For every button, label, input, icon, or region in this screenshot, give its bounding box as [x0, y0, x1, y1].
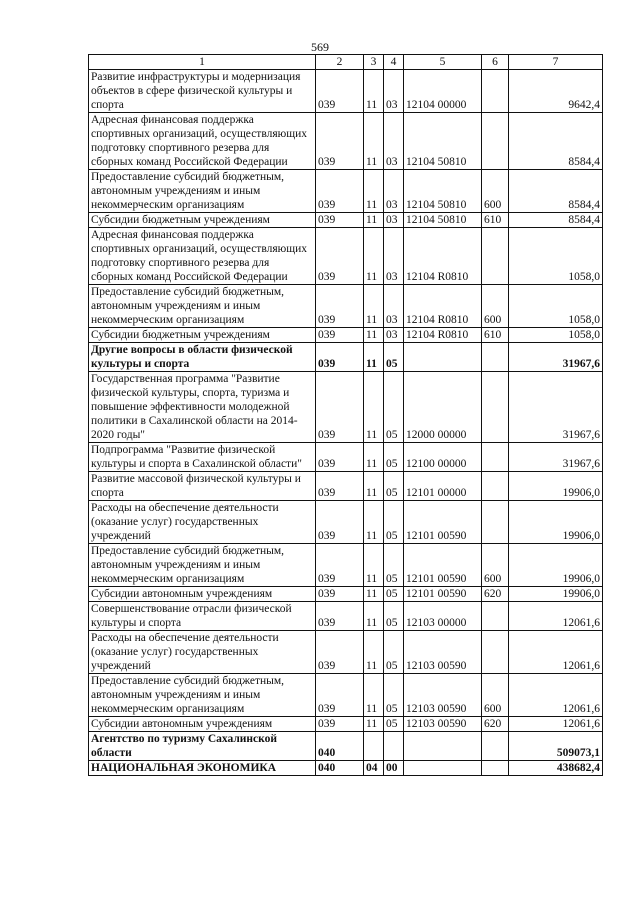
- row-rz-code: 11: [364, 285, 384, 328]
- row-pr-code: 05: [384, 544, 404, 587]
- row-csr-code: 12104 R0810: [404, 228, 482, 285]
- row-vr-code: 620: [482, 717, 509, 732]
- header-cell: 2: [316, 55, 364, 70]
- row-vr-code: [482, 631, 509, 674]
- row-rz-code: 11: [364, 544, 384, 587]
- row-pr-code: 03: [384, 285, 404, 328]
- row-vr-code: [482, 501, 509, 544]
- row-pr-code: 03: [384, 170, 404, 213]
- row-amount: 509073,1: [509, 732, 603, 761]
- row-vr-code: [482, 113, 509, 170]
- header-cell: 5: [404, 55, 482, 70]
- row-vr-code: 610: [482, 213, 509, 228]
- row-gr-code: 040: [316, 732, 364, 761]
- row-name: Расходы на обеспечение деятельности (оказание услуг) государственных учреждений: [89, 631, 316, 674]
- budget-table: [88, 54, 603, 776]
- row-pr-code: 05: [384, 602, 404, 631]
- row-rz-code: 11: [364, 501, 384, 544]
- row-gr-code: 039: [316, 631, 364, 674]
- row-pr-code: 03: [384, 213, 404, 228]
- header-cell: 4: [384, 55, 404, 70]
- row-amount: 31967,6: [509, 343, 603, 372]
- table-row: [89, 602, 603, 631]
- row-name: Адресная финансовая поддержка спортивных организаций, осуществляющих подготовку спортивного резерва для сборных команд Российской Федерации: [89, 228, 316, 285]
- header-cell: 3: [364, 55, 384, 70]
- row-csr-code: [404, 732, 482, 761]
- row-csr-code: 12103 00590: [404, 631, 482, 674]
- row-csr-code: 12103 00590: [404, 717, 482, 732]
- row-rz-code: 11: [364, 228, 384, 285]
- header-cell: 7: [509, 55, 603, 70]
- row-amount: 31967,6: [509, 443, 603, 472]
- table-row: [89, 674, 603, 717]
- row-rz-code: 11: [364, 328, 384, 343]
- row-pr-code: 05: [384, 717, 404, 732]
- table-row: [89, 631, 603, 674]
- row-pr-code: 03: [384, 113, 404, 170]
- row-vr-code: 600: [482, 674, 509, 717]
- row-name: Развитие массовой физической культуры и спорта: [89, 472, 316, 501]
- row-amount: 19906,0: [509, 501, 603, 544]
- row-gr-code: 039: [316, 228, 364, 285]
- row-pr-code: 00: [384, 761, 404, 776]
- row-vr-code: [482, 602, 509, 631]
- row-rz-code: 11: [364, 602, 384, 631]
- row-name: Субсидии автономным учреждениям: [89, 717, 316, 732]
- row-pr-code: 03: [384, 328, 404, 343]
- row-name: Субсидии бюджетным учреждениям: [89, 328, 316, 343]
- table-row: [89, 285, 603, 328]
- row-amount: 19906,0: [509, 472, 603, 501]
- row-pr-code: 05: [384, 343, 404, 372]
- row-pr-code: 05: [384, 472, 404, 501]
- table-row: [89, 587, 603, 602]
- header-cell: 1: [89, 55, 316, 70]
- row-amount: 12061,6: [509, 717, 603, 732]
- row-gr-code: 039: [316, 602, 364, 631]
- row-name: Расходы на обеспечение деятельности (оказание услуг) государственных учреждений: [89, 501, 316, 544]
- row-csr-code: 12103 00000: [404, 602, 482, 631]
- row-pr-code: 05: [384, 443, 404, 472]
- table-row: [89, 328, 603, 343]
- row-csr-code: 12103 00590: [404, 674, 482, 717]
- row-vr-code: 600: [482, 170, 509, 213]
- row-gr-code: 039: [316, 328, 364, 343]
- row-rz-code: 11: [364, 113, 384, 170]
- row-csr-code: 12104 50810: [404, 213, 482, 228]
- table-row: [89, 70, 603, 113]
- row-name: Развитие инфраструктуры и модернизация объектов в сфере физической культуры и спорта: [89, 70, 316, 113]
- row-pr-code: 05: [384, 501, 404, 544]
- table-row: [89, 761, 603, 776]
- row-pr-code: [384, 732, 404, 761]
- row-rz-code: 04: [364, 761, 384, 776]
- row-rz-code: 11: [364, 213, 384, 228]
- row-pr-code: 05: [384, 587, 404, 602]
- row-csr-code: 12101 00590: [404, 501, 482, 544]
- header-row: [89, 55, 603, 70]
- row-pr-code: 03: [384, 70, 404, 113]
- row-pr-code: 05: [384, 631, 404, 674]
- row-gr-code: 039: [316, 587, 364, 602]
- row-csr-code: 12101 00590: [404, 544, 482, 587]
- row-pr-code: 05: [384, 674, 404, 717]
- row-pr-code: 03: [384, 228, 404, 285]
- row-gr-code: 039: [316, 544, 364, 587]
- row-csr-code: 12104 R0810: [404, 328, 482, 343]
- row-amount: 1058,0: [509, 228, 603, 285]
- table-row: [89, 343, 603, 372]
- row-vr-code: [482, 343, 509, 372]
- row-rz-code: 11: [364, 717, 384, 732]
- row-csr-code: 12104 50810: [404, 113, 482, 170]
- row-rz-code: 11: [364, 343, 384, 372]
- row-amount: 8584,4: [509, 213, 603, 228]
- row-vr-code: [482, 70, 509, 113]
- row-amount: 9642,4: [509, 70, 603, 113]
- row-vr-code: 600: [482, 285, 509, 328]
- row-amount: 12061,6: [509, 602, 603, 631]
- row-rz-code: [364, 732, 384, 761]
- page-number: 569: [311, 40, 329, 54]
- row-csr-code: [404, 761, 482, 776]
- table-row: [89, 472, 603, 501]
- table-row: [89, 717, 603, 732]
- row-gr-code: 039: [316, 472, 364, 501]
- row-gr-code: 039: [316, 674, 364, 717]
- row-name: Субсидии автономным учреждениям: [89, 587, 316, 602]
- row-vr-code: [482, 372, 509, 443]
- row-vr-code: [482, 443, 509, 472]
- row-gr-code: 039: [316, 372, 364, 443]
- row-rz-code: 11: [364, 587, 384, 602]
- row-amount: 1058,0: [509, 328, 603, 343]
- table-row: [89, 544, 603, 587]
- row-amount: 19906,0: [509, 587, 603, 602]
- row-csr-code: 12100 00000: [404, 443, 482, 472]
- table-row: [89, 732, 603, 761]
- row-amount: 438682,4: [509, 761, 603, 776]
- row-rz-code: 11: [364, 443, 384, 472]
- row-name: Предоставление субсидий бюджетным, автономным учреждениям и иным некоммерческим организациям: [89, 674, 316, 717]
- table-row: [89, 443, 603, 472]
- row-amount: 12061,6: [509, 674, 603, 717]
- table-row: [89, 213, 603, 228]
- row-name: Предоставление субсидий бюджетным, автономным учреждениям и иным некоммерческим организациям: [89, 544, 316, 587]
- row-name: Адресная финансовая поддержка спортивных организаций, осуществляющих подготовку спортивного резерва для сборных команд Российской Федерации: [89, 113, 316, 170]
- row-amount: 31967,6: [509, 372, 603, 443]
- row-gr-code: 040: [316, 761, 364, 776]
- row-gr-code: 039: [316, 343, 364, 372]
- row-name: Государственная программа "Развитие физической культуры, спорта, туризма и повышение эффективности молодежной политики в Сахалинской области на 2014-2020 годы": [89, 372, 316, 443]
- row-name: Совершенствование отрасли физической культуры и спорта: [89, 602, 316, 631]
- row-csr-code: 12104 00000: [404, 70, 482, 113]
- row-rz-code: 11: [364, 70, 384, 113]
- row-gr-code: 039: [316, 213, 364, 228]
- row-csr-code: 12101 00000: [404, 472, 482, 501]
- row-rz-code: 11: [364, 170, 384, 213]
- row-amount: 12061,6: [509, 631, 603, 674]
- row-amount: 8584,4: [509, 170, 603, 213]
- row-name: Предоставление субсидий бюджетным, автономным учреждениям и иным некоммерческим организациям: [89, 170, 316, 213]
- row-gr-code: 039: [316, 717, 364, 732]
- row-vr-code: [482, 228, 509, 285]
- row-gr-code: 039: [316, 501, 364, 544]
- row-vr-code: [482, 732, 509, 761]
- row-amount: 19906,0: [509, 544, 603, 587]
- table-row: [89, 372, 603, 443]
- row-name: Подпрограмма "Развитие физической культуры и спорта в Сахалинской области": [89, 443, 316, 472]
- row-csr-code: 12104 50810: [404, 170, 482, 213]
- row-csr-code: 12104 R0810: [404, 285, 482, 328]
- row-amount: 1058,0: [509, 285, 603, 328]
- table-row: [89, 501, 603, 544]
- row-amount: 8584,4: [509, 113, 603, 170]
- row-rz-code: 11: [364, 372, 384, 443]
- row-name: Другие вопросы в области физической культуры и спорта: [89, 343, 316, 372]
- row-vr-code: [482, 761, 509, 776]
- row-gr-code: 039: [316, 170, 364, 213]
- row-name: НАЦИОНАЛЬНАЯ ЭКОНОМИКА: [89, 761, 316, 776]
- row-rz-code: 11: [364, 631, 384, 674]
- row-name: Предоставление субсидий бюджетным, автономным учреждениям и иным некоммерческим организациям: [89, 285, 316, 328]
- table-row: [89, 228, 603, 285]
- row-name: Агентство по туризму Сахалинской области: [89, 732, 316, 761]
- row-rz-code: 11: [364, 472, 384, 501]
- row-vr-code: 620: [482, 587, 509, 602]
- row-gr-code: 039: [316, 70, 364, 113]
- row-vr-code: 610: [482, 328, 509, 343]
- row-vr-code: 600: [482, 544, 509, 587]
- table-row: [89, 113, 603, 170]
- header-cell: 6: [482, 55, 509, 70]
- table-row: [89, 170, 603, 213]
- row-csr-code: 12000 00000: [404, 372, 482, 443]
- row-csr-code: 12101 00590: [404, 587, 482, 602]
- row-gr-code: 039: [316, 443, 364, 472]
- row-name: Субсидии бюджетным учреждениям: [89, 213, 316, 228]
- row-vr-code: [482, 472, 509, 501]
- row-gr-code: 039: [316, 285, 364, 328]
- row-gr-code: 039: [316, 113, 364, 170]
- row-csr-code: [404, 343, 482, 372]
- row-rz-code: 11: [364, 674, 384, 717]
- row-pr-code: 05: [384, 372, 404, 443]
